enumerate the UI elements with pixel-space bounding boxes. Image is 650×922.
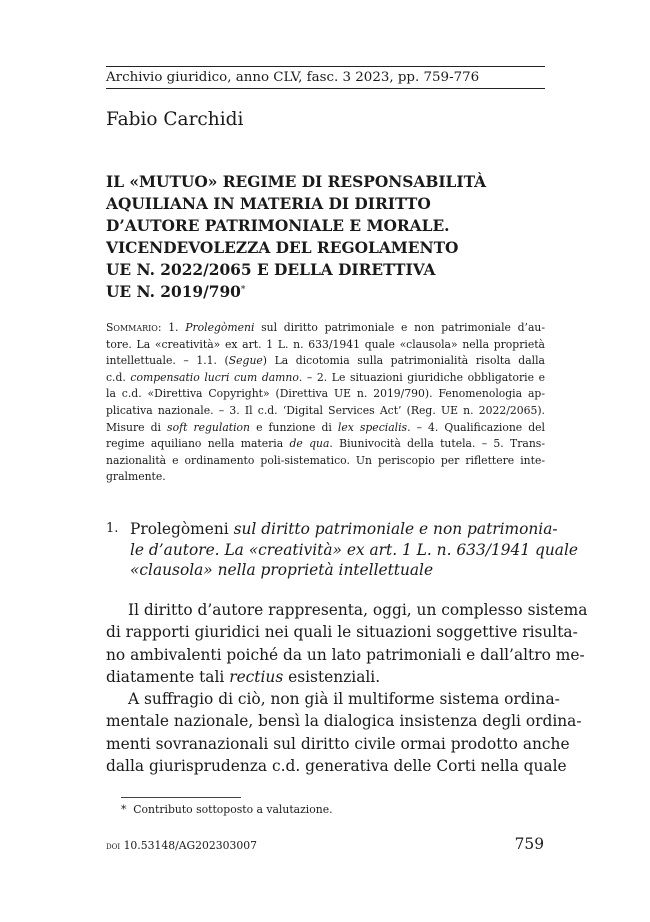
section-italic-text: «clausola» nella proprietà intellettuale	[130, 561, 434, 579]
summary-text: tore. La «creatività» ex art. 1 L. n. 633/1941 quale «clausola» nella proprietà	[106, 337, 545, 351]
body-text: esistenziali.	[283, 667, 381, 686]
summary-text: . Biunivocità della tutela. – 5. Trans-	[329, 437, 545, 451]
header-bottom-rule	[106, 88, 545, 89]
body-paragraphs	[106, 599, 588, 777]
title-line: AQUILIANA IN MATERIA DI DIRITTO	[106, 195, 431, 213]
summary-text: la c.d. «Direttiva Copyright» (Direttiva UE n. 2019/790). Fenomenologia ap-	[106, 387, 545, 401]
body-line	[106, 710, 582, 732]
body-line	[106, 666, 546, 688]
title-line: D’AUTORE PATRIMONIALE E MORALE.	[106, 217, 450, 235]
summary-line	[106, 469, 545, 486]
body-line	[106, 599, 588, 621]
doi-line	[106, 839, 257, 854]
section-text: Prolegòmeni	[130, 520, 229, 538]
title-last-line	[106, 281, 546, 303]
body-text: menti sovranazionali sul diritto civile ormai prodotto anche	[106, 734, 570, 753]
doi-label: doi	[106, 841, 121, 852]
footnote	[121, 803, 333, 817]
summary-italic-text: compensatio lucri cum damno	[130, 370, 299, 384]
body-text: mentale nazionale, bensì la dialogica insistenza degli ordina-	[106, 712, 582, 731]
section-title	[130, 519, 578, 581]
summary-line	[106, 420, 545, 437]
summary-text: intellettuale. – 1.1. (	[106, 354, 229, 368]
summary-text: gralmente.	[106, 470, 166, 484]
body-text: di rapporti giuridici nei quali le situazioni soggettive risulta-	[106, 623, 578, 642]
summary-text: . – 2. Le situazioni giuridiche obbligatorie e	[298, 370, 545, 384]
title-line: IL «MUTUO» REGIME DI RESPONSABILITÀ	[106, 173, 487, 191]
summary-text: regime aquiliano nella materia	[106, 437, 290, 451]
footnote-rule	[121, 797, 241, 798]
page-number: 759	[514, 835, 544, 853]
summary-italic-text: Prolegòmeni	[185, 321, 255, 334]
section-title-line	[130, 540, 578, 561]
title-footnote-mark: *	[240, 285, 246, 295]
summary-italic-text: de qua	[289, 437, 330, 451]
header-top-rule	[106, 66, 545, 67]
journal-header: Archivio giuridico, anno CLV, fasc. 3 2023, pp. 759-776	[106, 70, 480, 85]
section-title-line	[130, 560, 546, 581]
title-line: VICENDEVOLEZZA DEL REGOLAMENTO	[106, 239, 459, 257]
summary-text: sul diritto patrimoniale e non patrimoniale d’au-	[254, 321, 545, 334]
summary-text: e funzione di	[250, 420, 338, 434]
summary-text: nazionalità e ordinamento poli-sistematico. Un periscopio per riflettere inte-	[106, 453, 545, 467]
summary-text: . – 4. Qualificazione del	[407, 420, 546, 434]
footnote-text: Contributo sottoposto a valutazione.	[133, 803, 333, 816]
summary-text: ) La dicotomia sulla patrimonialità risolta dalla	[262, 354, 545, 368]
summary-italic-text: Segue	[228, 354, 263, 368]
body-text: A suffragio di ciò, non già il multiforme sistema ordina-	[128, 690, 560, 709]
footnote-mark: *	[121, 803, 127, 816]
body-italic-text: rectius	[229, 667, 284, 686]
section-title-line	[130, 519, 558, 540]
summary-line	[106, 453, 545, 470]
title-line-text: UE N. 2019/790	[106, 283, 241, 301]
body-text: Il diritto d’autore rappresenta, oggi, un complesso sistema	[128, 601, 588, 619]
summary-label: Sommario:	[106, 321, 162, 334]
summary-italic-text: lex specialis	[337, 420, 408, 434]
summary-line	[106, 370, 545, 387]
body-text: no ambivalenti poiché da un lato patrimoniali e dall’altro me-	[106, 645, 585, 664]
section-italic-text: le d’autore. La «creatività» ex art. 1 L. n. 633/1941 quale	[130, 540, 578, 559]
summary-text: plicativa nazionale. – 3. Il c.d. ‘Digital Services Act’ (Reg. UE n. 2022/2065).	[106, 403, 545, 417]
summary-line	[106, 436, 545, 453]
article-title	[106, 171, 546, 303]
body-line	[106, 644, 585, 666]
summary-text: 1.	[161, 321, 186, 334]
summary-line	[106, 320, 545, 337]
title-line: UE N. 2022/2065 E DELLA DIRETTIVA	[106, 261, 436, 279]
body-line	[106, 733, 570, 755]
summary-block	[106, 320, 545, 486]
summary-line	[106, 403, 545, 420]
body-line	[106, 755, 567, 777]
body-line	[106, 621, 578, 643]
summary-italic-text: soft regulation	[167, 420, 251, 434]
body-text: diatamente tali	[106, 667, 230, 686]
section-heading	[106, 519, 578, 581]
section-italic-text: sul diritto patrimoniale e non patrimonia-	[228, 520, 558, 538]
body-text: dalla giurisprudenza c.d. generativa delle Corti nella quale	[106, 757, 567, 776]
summary-text: c.d.	[106, 370, 131, 384]
section-number: 1.	[106, 521, 119, 536]
summary-line	[106, 353, 545, 370]
author-name: Fabio Carchidi	[106, 109, 244, 130]
summary-line	[106, 337, 545, 354]
summary-text: Misure di	[106, 420, 168, 434]
body-line	[106, 688, 560, 710]
summary-line	[106, 386, 545, 403]
doi-value: 10.53148/AG202303007	[123, 839, 257, 852]
